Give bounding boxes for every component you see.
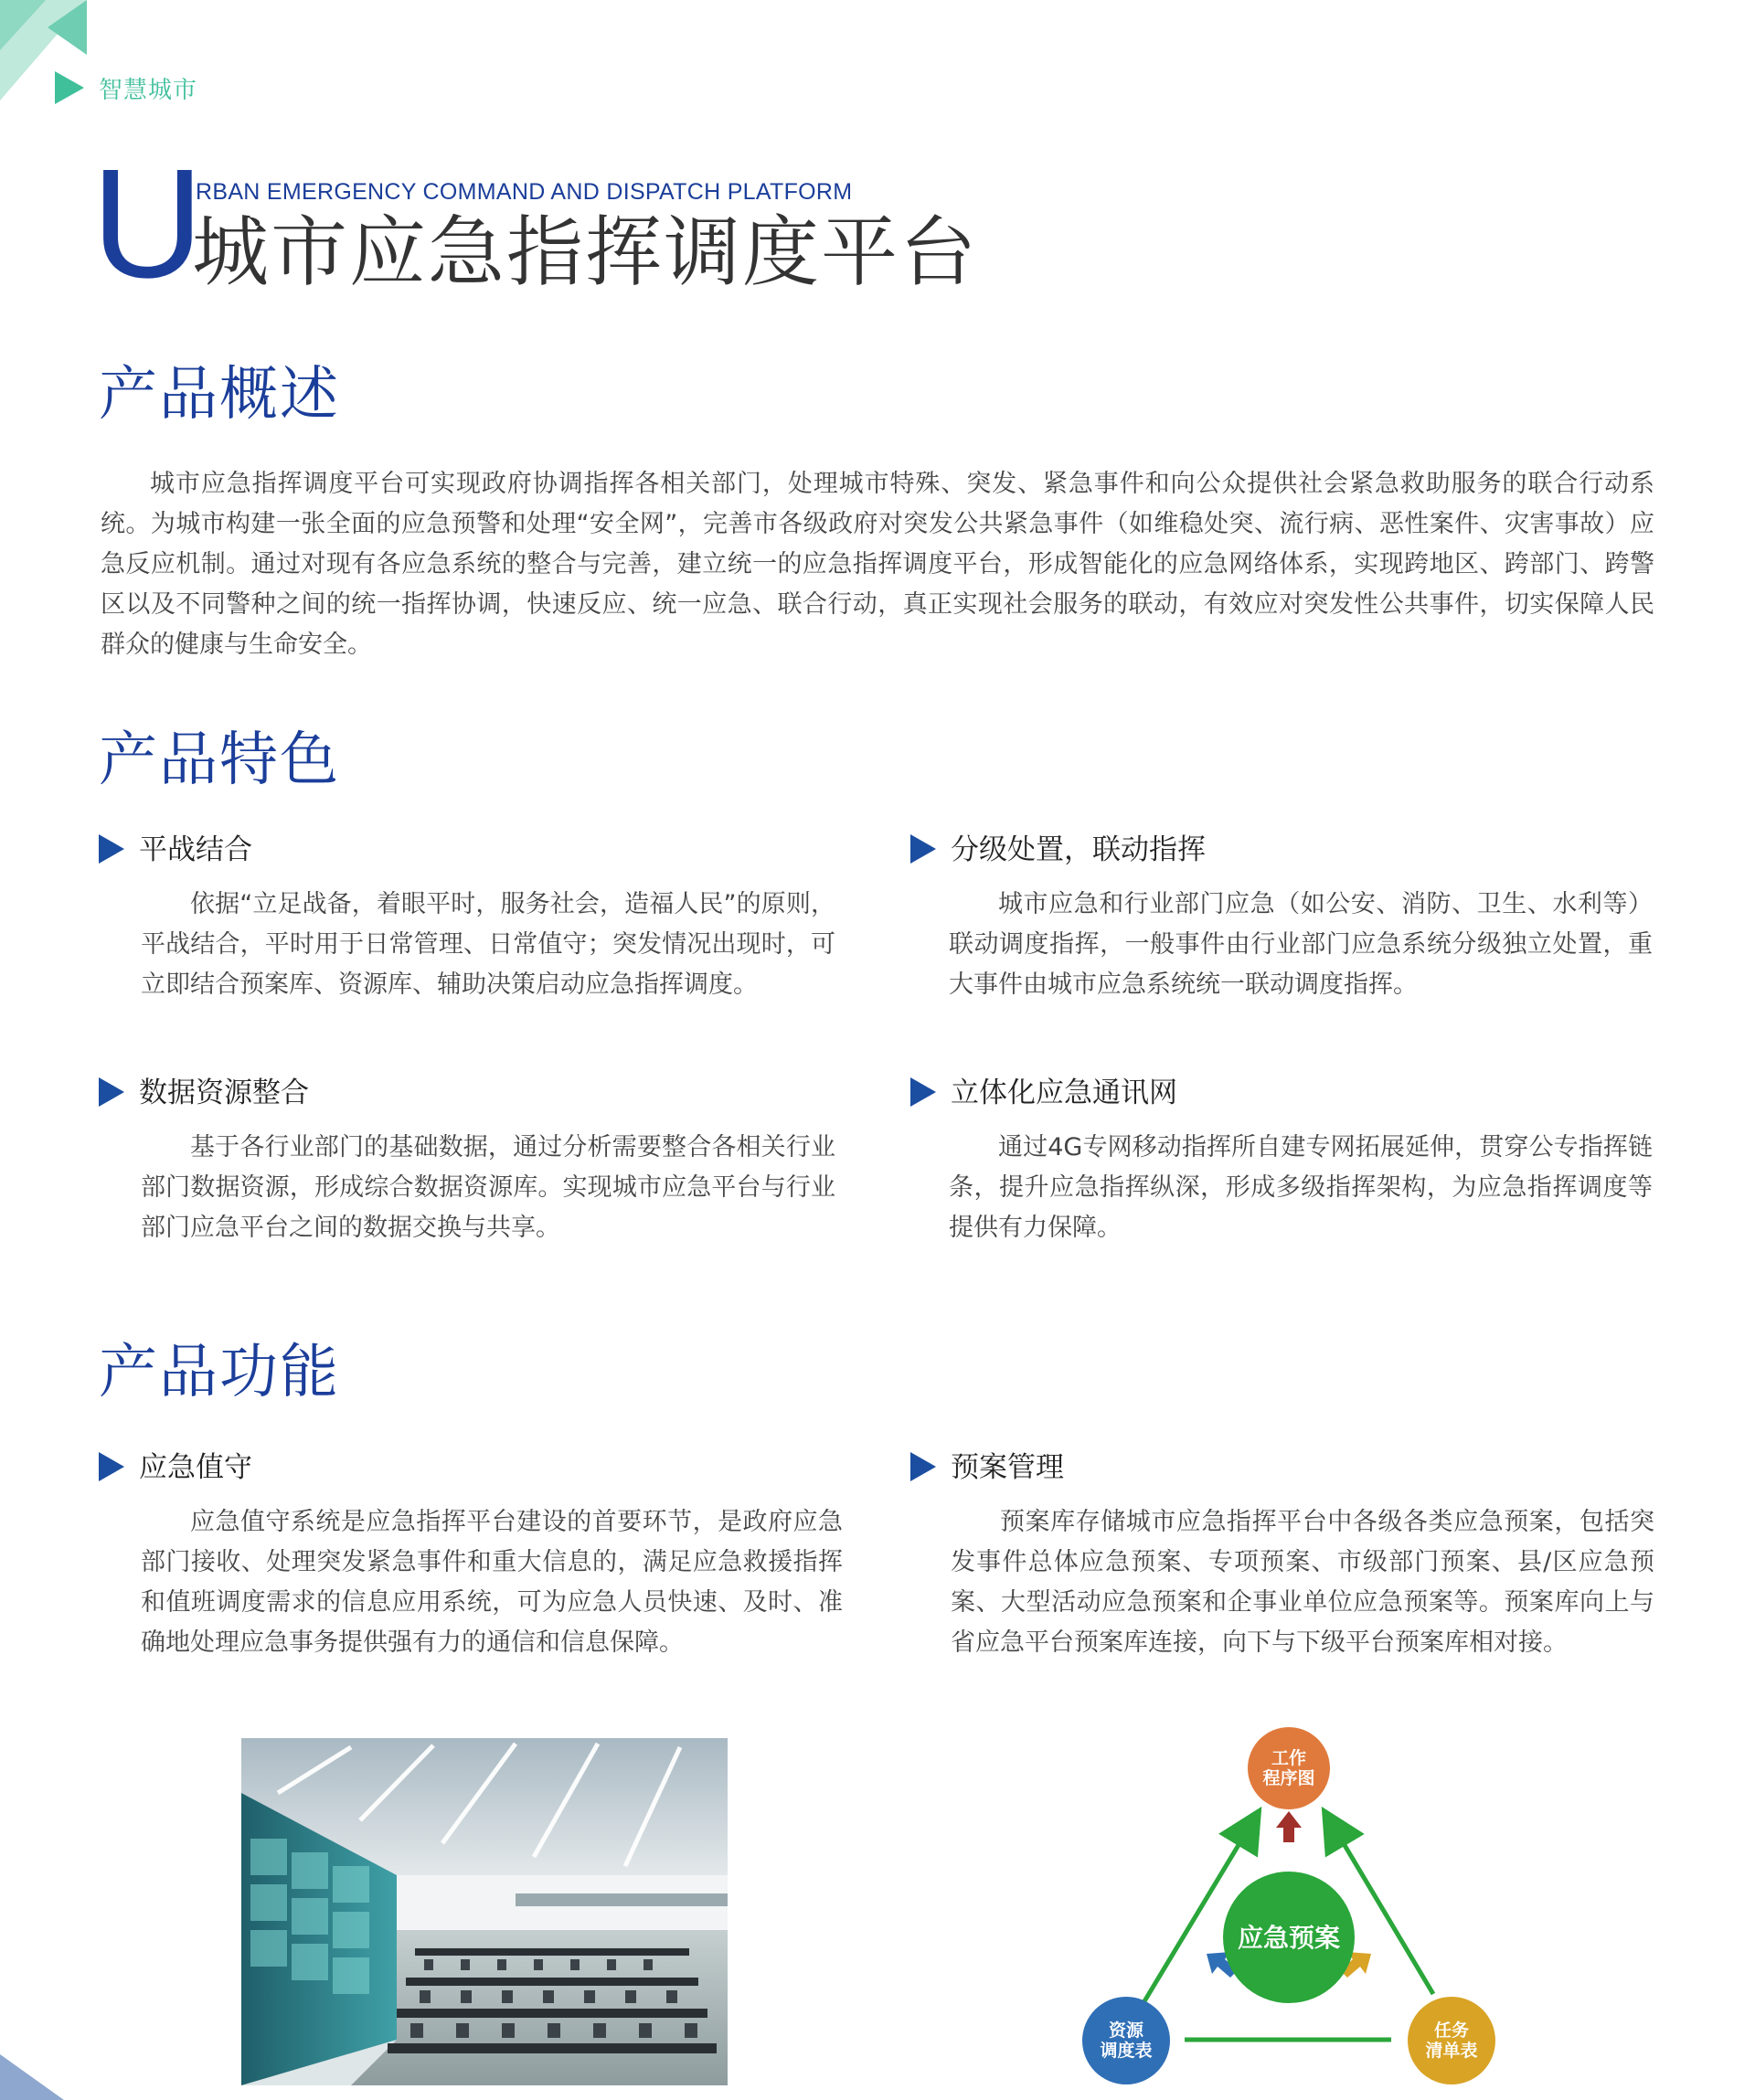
up-arrow-icon bbox=[1276, 1811, 1302, 1842]
feature-title-2: 分级处置，联动指挥 bbox=[910, 830, 1206, 870]
feature-title-1: 平战结合 bbox=[99, 830, 252, 870]
triangle-bullet-icon bbox=[910, 1452, 936, 1481]
triangle-bullet-icon bbox=[99, 834, 124, 864]
function-text-2: 预案库存储城市应急指挥平台中各级各类应急预案，包括突发事件总体应急预案、专项预案、市级部门预案、县/区应急预案、大型活动应急预案和企事业单位应急预案等。预案库向上与省应急平台预案库连接，向下与下级平台预案库相对接。 bbox=[951, 1508, 1654, 1657]
triangle-bullet-icon bbox=[910, 834, 936, 864]
center-label: 应急预案 bbox=[1237, 1923, 1341, 1953]
feature-text-4: 通过4G专网移动指挥所自建专网拓展延伸，贯穿公专指挥链条，提升应急指挥纵深，形成多级指挥架构，为应急指挥调度等提供有力保障。 bbox=[949, 1133, 1653, 1242]
feature-text-1: 依据“立足战备，着眼平时，服务社会，造福人民”的原则，平战结合，平时用于日常管理、日常值守；突发情况出现时，可立即结合预案库、资源库、辅助决策启动应急指挥调度。 bbox=[141, 890, 835, 999]
right-label-line2: 清单表 bbox=[1425, 2041, 1478, 2061]
top-label-line1: 工作 bbox=[1271, 1748, 1307, 1768]
function-title-2: 预案管理 bbox=[910, 1448, 1064, 1488]
overview-text: 城市应急指挥调度平台可实现政府协调指挥各相关部门，处理城市特殊、突发、紧急事件和向公众提供社会紧急救助服务的联合行动系统。为城市构建一张全面的应急预警和处理“安全网”，完善市各级政府对突发公共紧急事件（如维稳处突、流行病、恶性案件、灾害事故）应急反应机制。通过对现有各应急系统的整合与完善，建立统一的应急指挥调度平台，形成智能化的应急网络体系，实现跨地区、跨部门、跨警区以及不同警种之间的统一指挥协调，快速反应、统一应急、联合行动，真正实现社会服务的联动，有效应对突发性公共事件，切实保障人民群众的健康与生命安全。 bbox=[101, 470, 1654, 659]
right-label-line1: 任务 bbox=[1433, 2020, 1470, 2041]
feature-title-3: 数据资源整合 bbox=[99, 1073, 309, 1113]
plan-cycle-diagram bbox=[1069, 1727, 1508, 2093]
function-text-1: 应急值守系统是应急指挥平台建设的首要环节，是政府应急部门接收、处理突发紧急事件和重大信息的，满足应急救援指挥和值班调度需求的信息应用系统，可为应急人员快速、及时、准确地处理应急事务提供强有力的通信和信息保障。 bbox=[141, 1508, 843, 1657]
overview-heading: 产品概述 bbox=[99, 361, 340, 429]
feature-title-4: 立体化应急通讯网 bbox=[910, 1073, 1177, 1113]
title-english: RBAN EMERGENCY COMMAND AND DISPATCH PLATFORM bbox=[196, 179, 853, 205]
left-label-line2: 调度表 bbox=[1100, 2041, 1153, 2061]
triangle-bullet-icon bbox=[910, 1077, 936, 1107]
page-title: 城市应急指挥调度平台 bbox=[192, 207, 979, 297]
feature-text-3: 基于各行业部门的基础数据，通过分析需要整合各相关行业部门数据资源，形成综合数据资源库。实现城市应急平台与行业部门应急平台之间的数据交换与共享。 bbox=[141, 1133, 835, 1242]
corner-decoration bbox=[0, 0, 101, 110]
command-center-photo bbox=[241, 1738, 728, 2085]
triangle-bullet-icon bbox=[99, 1452, 124, 1481]
features-heading: 产品特色 bbox=[99, 727, 340, 794]
left-label-line1: 资源 bbox=[1108, 2020, 1144, 2041]
top-label-line2: 程序图 bbox=[1262, 1768, 1315, 1788]
feature-text-2: 城市应急和行业部门应急（如公安、消防、卫生、水利等）联动调度指挥，一般事件由行业部门应急系统分级独立处置，重大事件由城市应急系统统一联动调度指挥。 bbox=[949, 890, 1653, 999]
brand-label: 智慧城市 bbox=[99, 77, 198, 104]
corner-decoration-bottom bbox=[0, 2045, 64, 2100]
function-title-1: 应急值守 bbox=[99, 1448, 252, 1488]
title-initial: U bbox=[91, 137, 204, 311]
functions-heading: 产品功能 bbox=[99, 1339, 340, 1406]
triangle-bullet-icon bbox=[99, 1077, 124, 1107]
